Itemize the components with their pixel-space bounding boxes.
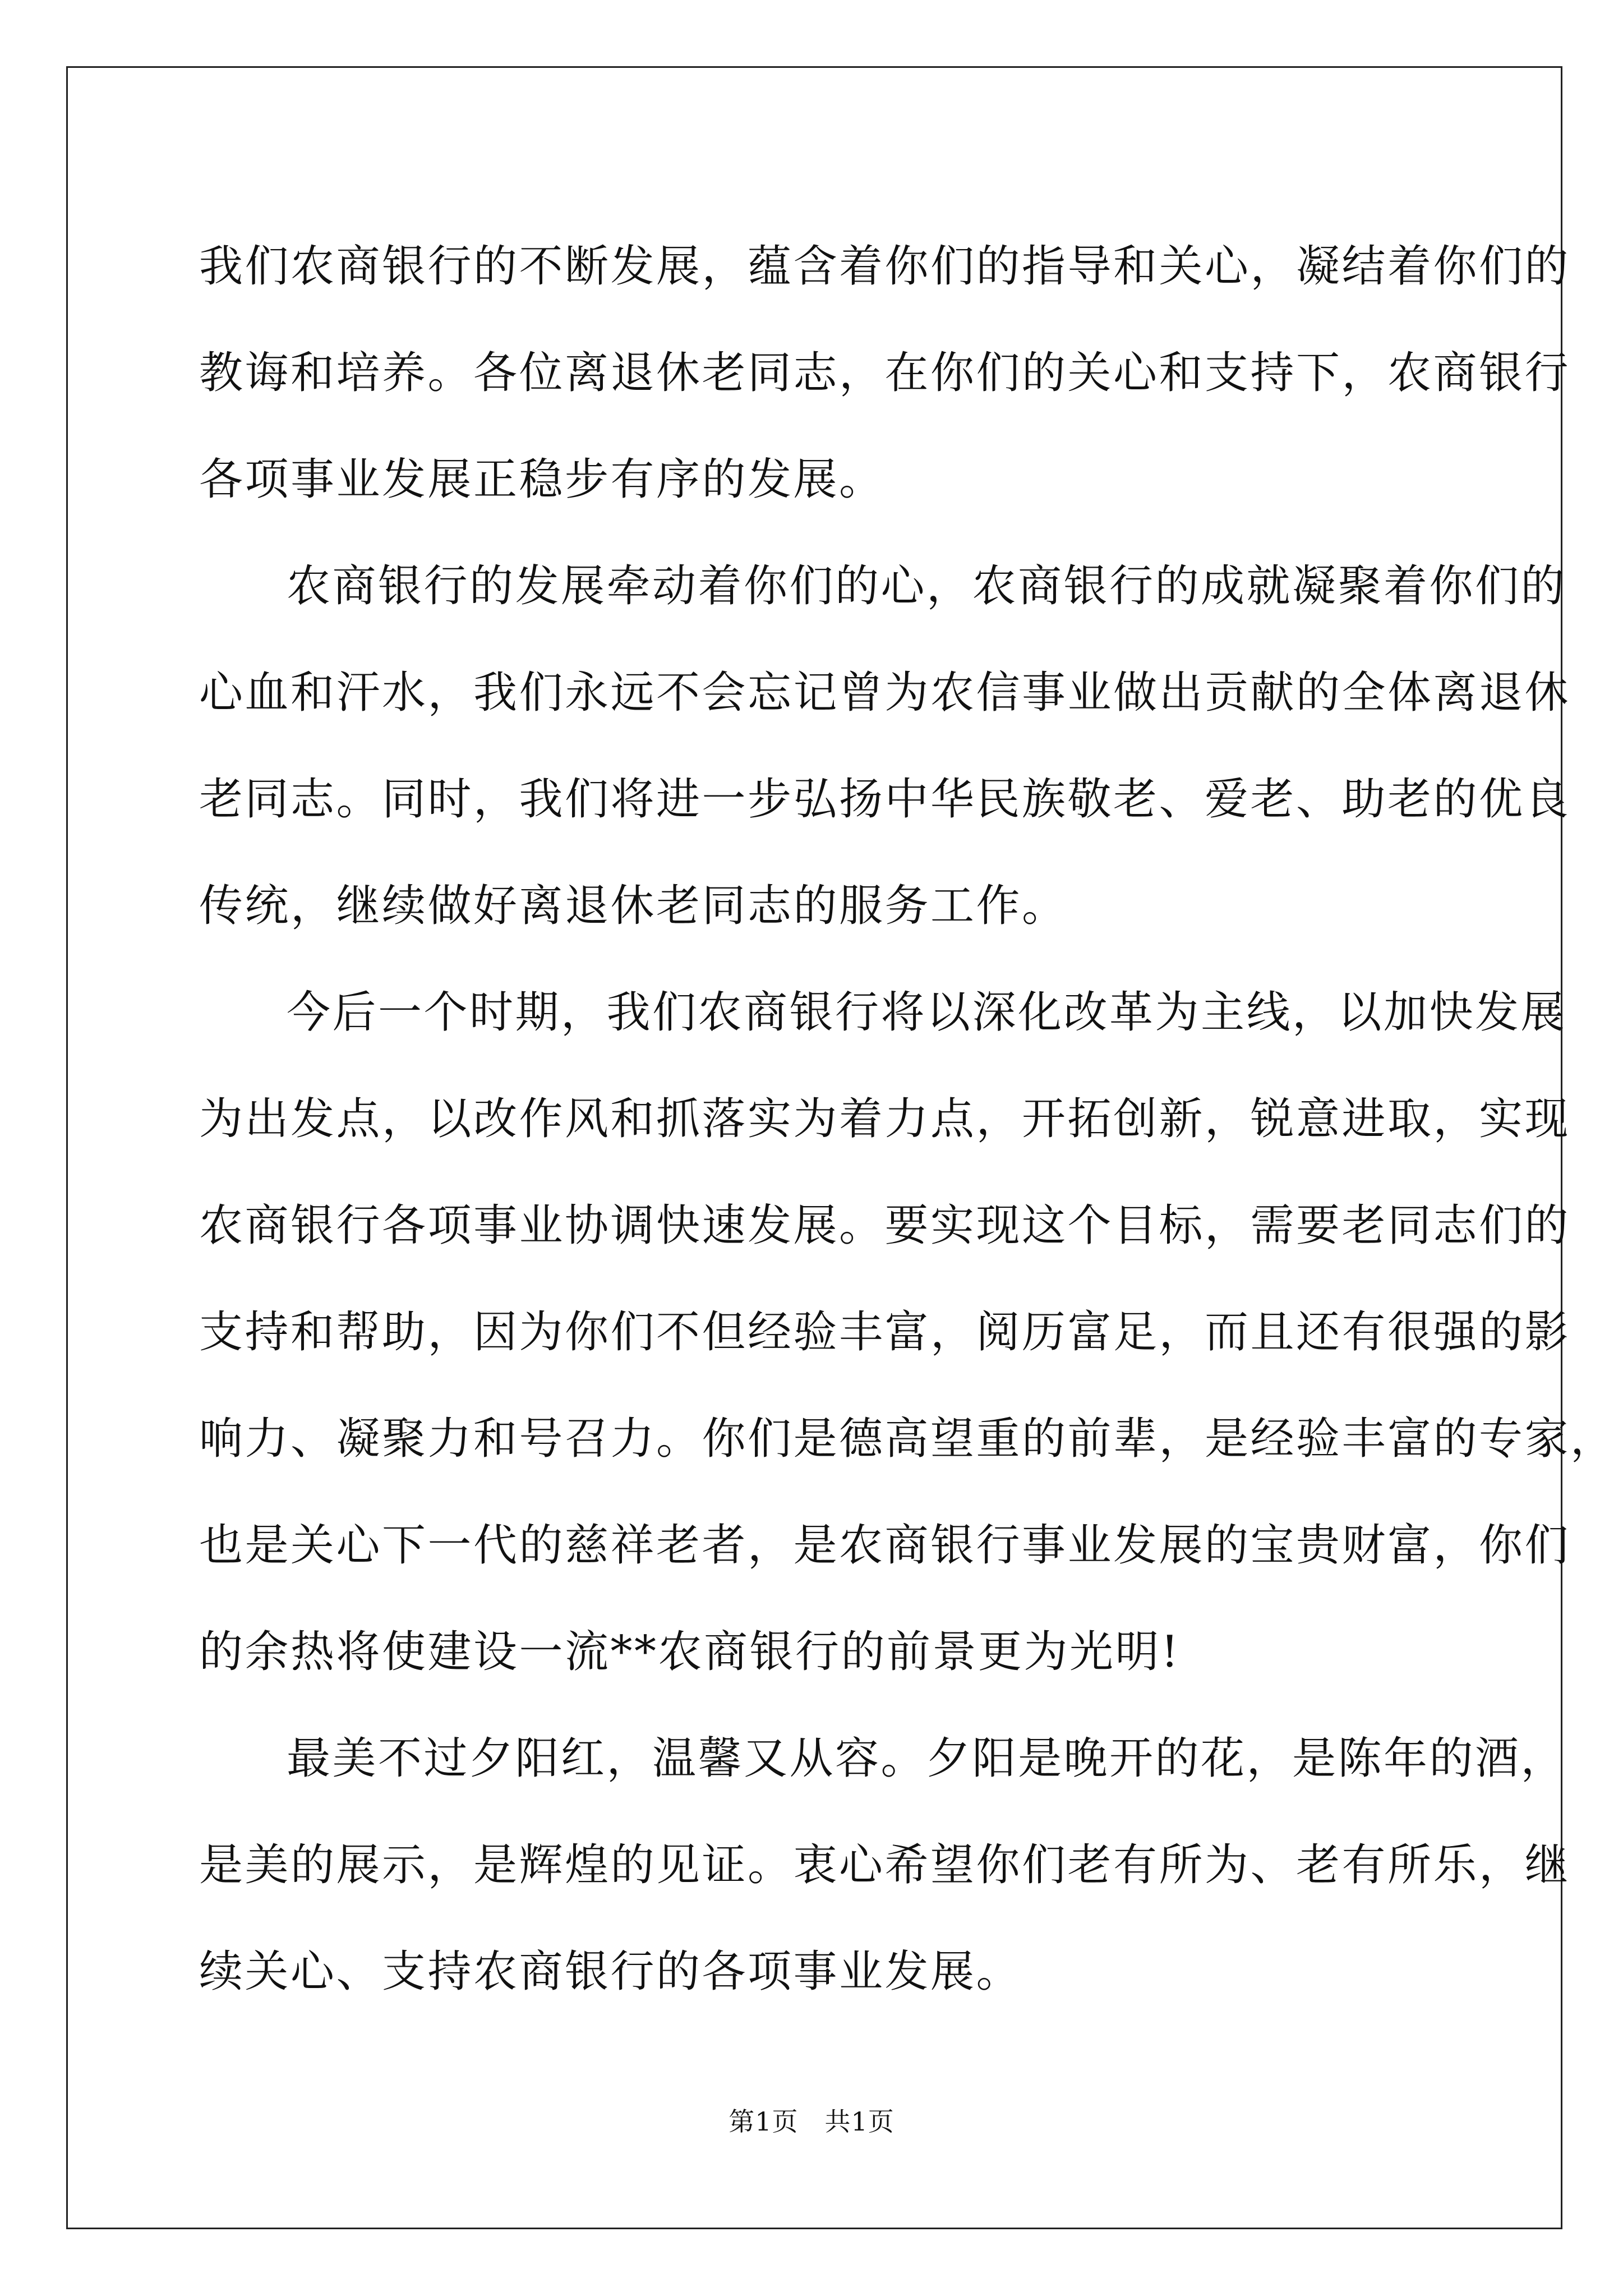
paragraph-3 — [199, 959, 1616, 1705]
paragraph-2 — [199, 533, 1571, 959]
paragraph-1 — [199, 213, 1571, 533]
page-number-footer: 第1页 共1页 — [728, 2106, 895, 2137]
paragraph-line: 响力、凝聚力和号召力。你们是德高望重的前辈，是经验丰富的专家， — [199, 1414, 1616, 1464]
paragraph-line: 教诲和培养。各位离退休老同志，在你们的关心和支持下，农商银行 — [199, 348, 1571, 398]
paragraph-line: 传统，继续做好离退休老同志的服务工作。 — [199, 881, 1068, 931]
paragraph-line: 各项事业发展正稳步有序的发展。 — [199, 454, 885, 505]
paragraph-line: 的余热将使建设一流**农商银行的前景更为光明! — [199, 1627, 1181, 1677]
paragraph-line: 续关心、支持农商银行的各项事业发展。 — [199, 1947, 1022, 1997]
paragraph-line: 老同志。同时，我们将进一步弘扬中华民族敬老、爱老、助老的优良 — [199, 774, 1571, 825]
paragraph-line: 最美不过夕阳红，温馨又从容。夕阳是晚开的花，是陈年的酒， — [287, 1733, 1567, 1784]
paragraph-line: 农商银行的发展牵动着你们的心，农商银行的成就凝聚着你们的 — [287, 561, 1567, 611]
paragraph-line: 是美的展示，是辉煌的见证。衷心希望你们老有所为、老有所乐，继 — [199, 1840, 1571, 1890]
paragraph-4 — [199, 1705, 1571, 2025]
paragraph-line: 我们农商银行的不断发展，蕴含着你们的指导和关心，凝结着你们的 — [199, 241, 1571, 292]
paragraph-line: 也是关心下一代的慈祥老者，是农商银行事业发展的宝贵财富，你们 — [199, 1520, 1571, 1571]
paragraph-line: 今后一个时期，我们农商银行将以深化改革为主线，以加快发展 — [287, 987, 1567, 1038]
paragraph-line: 支持和帮助，因为你们不但经验丰富，阅历富足，而且还有很强的影 — [199, 1307, 1571, 1358]
paragraph-line: 心血和汗水，我们永远不会忘记曾为农信事业做出贡献的全体离退休 — [199, 668, 1571, 718]
paragraph-line: 农商银行各项事业协调快速发展。要实现这个目标，需要老同志们的 — [199, 1200, 1571, 1251]
document-body — [199, 213, 1616, 2025]
paragraph-line: 为出发点，以改作风和抓落实为着力点，开拓创新，锐意进取，实现 — [199, 1094, 1571, 1144]
